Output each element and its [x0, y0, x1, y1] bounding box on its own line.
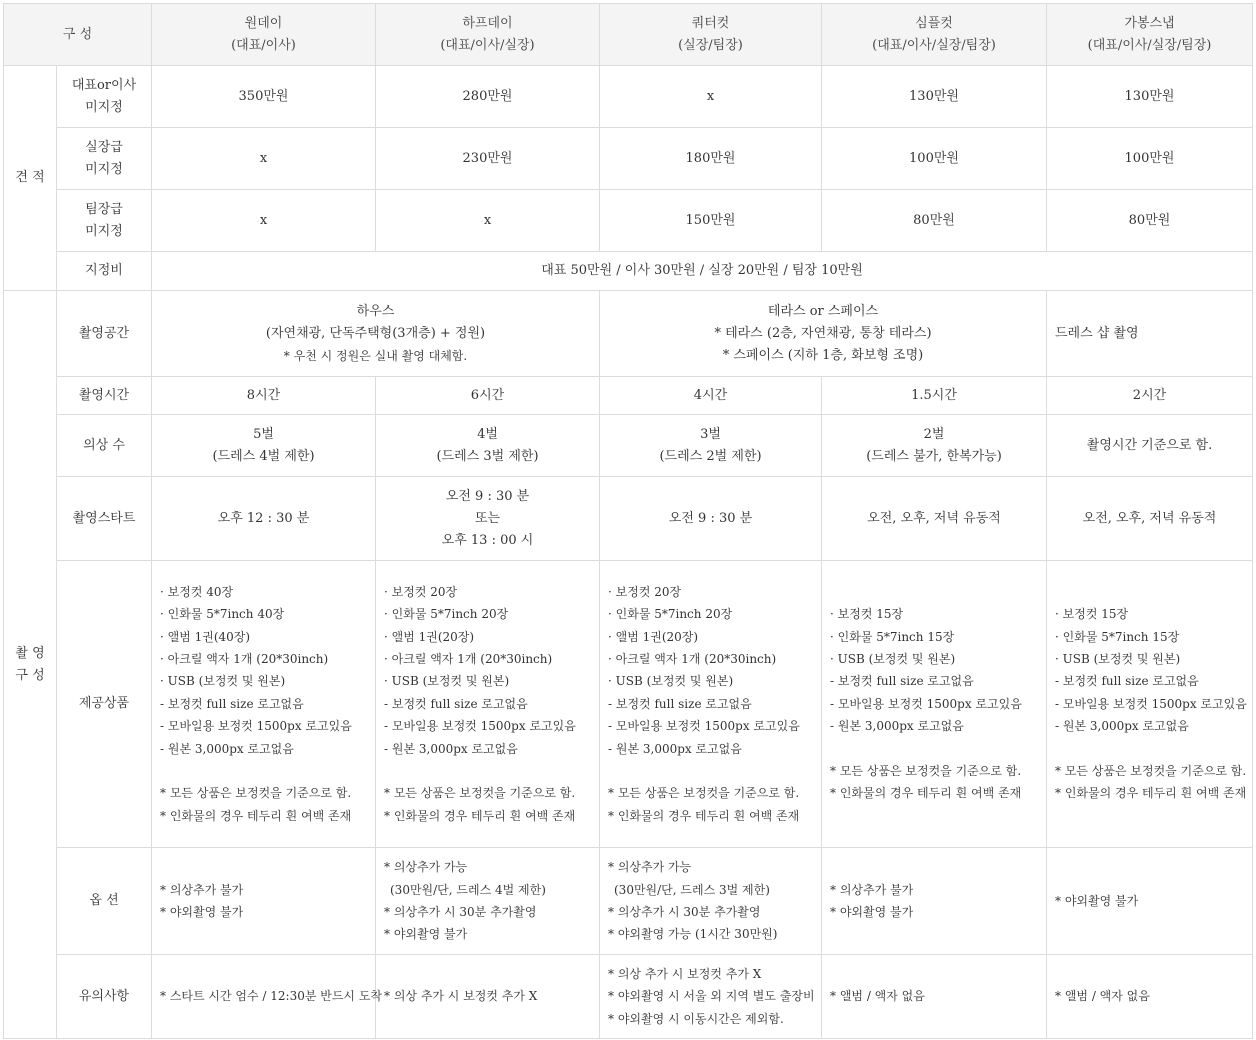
shoot-group-label: 촬 영 구 성 — [4, 291, 57, 1039]
notes-cell: * 앨범 / 액자 없음 — [822, 955, 1047, 1039]
price-cell: 230만원 — [376, 128, 600, 190]
start-cell: 오전, 오후, 저녁 유동적 — [1047, 477, 1253, 561]
price-cell: 350만원 — [152, 66, 376, 128]
options-cell: * 의상추가 불가 * 야외촬영 불가 — [822, 848, 1047, 955]
outfit-cell: 5벌 (드레스 4벌 제한) — [152, 415, 376, 477]
shoot-time-row — [4, 377, 1253, 415]
price-cell: x — [376, 190, 600, 252]
notes-cell: * 의상 추가 시 보정컷 추가 X — [376, 955, 600, 1039]
designation-fee-row — [4, 252, 1253, 291]
time-cell: 1.5시간 — [822, 377, 1047, 415]
shoot-start-row — [4, 477, 1253, 561]
column-header-quartercut: 쿼터컷 (실장/팀장) — [600, 4, 822, 66]
outfit-row — [4, 415, 1253, 477]
designation-fee-value: 대표 50만원 / 이사 30만원 / 실장 20만원 / 팀장 10만원 — [152, 252, 1253, 291]
row-label: 대표or이사 미지정 — [57, 66, 152, 128]
products-row — [4, 561, 1253, 848]
notes-row — [4, 955, 1253, 1039]
row-label: 촬영스타트 — [57, 477, 152, 561]
row-label: 실장급 미지정 — [57, 128, 152, 190]
column-header-halfday: 하프데이 (대표/이사/실장) — [376, 4, 600, 66]
row-label: 의상 수 — [57, 415, 152, 477]
header-corner: 구 성 — [4, 4, 152, 66]
estimate-row-teamlead — [4, 190, 1253, 252]
time-cell: 4시간 — [600, 377, 822, 415]
price-cell: 130만원 — [1047, 66, 1253, 128]
price-cell: 130만원 — [822, 66, 1047, 128]
price-cell: 280만원 — [376, 66, 600, 128]
products-cell: · 보정컷 15장 · 인화물 5*7inch 15장 · USB (보정컷 및 원본) - 보정컷 full size 로고없음 - 모바일용 보정컷 1500px 로고있음 - 원본 3,000px 로고없음 * 모든 상품은 보정컷을 기준으로 함. * 인화물의 경우 테두리 흰 여백 존재 — [1047, 561, 1253, 848]
row-label: 유의사항 — [57, 955, 152, 1039]
start-cell: 오전 9 : 30 분 — [600, 477, 822, 561]
products-cell: · 보정컷 20장 · 인화물 5*7inch 20장 · 앨범 1권(20장) · 아크릴 액자 1개 (20*30inch) · USB (보정컷 및 원본) - 보정컷 full size 로고없음 - 모바일용 보정컷 1500px 로고있음 - 원본 3,000px 로고없음 * 모든 상품은 보정컷을 기준으로 함. * 인화물의 경우 테두리 흰 여백 존재 — [600, 561, 822, 848]
space-house: 하우스 (자연채광, 단독주택형(3개층) + 정원) * 우천 시 정원은 실내 촬영 대체함. — [152, 291, 600, 377]
price-cell: 80만원 — [822, 190, 1047, 252]
header-row — [4, 4, 1253, 66]
outfit-cell: 촬영시간 기준으로 함. — [1047, 415, 1253, 477]
price-cell: 100만원 — [1047, 128, 1253, 190]
notes-cell: * 의상 추가 시 보정컷 추가 X * 야외촬영 시 서울 외 지역 별도 출장비 * 야외촬영 시 이동시간은 제외함. — [600, 955, 822, 1039]
row-label: 촬영시간 — [57, 377, 152, 415]
row-label: 촬영공간 — [57, 291, 152, 377]
price-cell: x — [152, 190, 376, 252]
shoot-space-row — [4, 291, 1253, 377]
estimate-row-ceo — [4, 66, 1253, 128]
products-cell: · 보정컷 15장 · 인화물 5*7inch 15장 · USB (보정컷 및 원본) - 보정컷 full size 로고없음 - 모바일용 보정컷 1500px 로고있음 - 원본 3,000px 로고없음 * 모든 상품은 보정컷을 기준으로 함. * 인화물의 경우 테두리 흰 여백 존재 — [822, 561, 1047, 848]
price-cell: 80만원 — [1047, 190, 1253, 252]
price-cell: 150만원 — [600, 190, 822, 252]
column-header-simplecut: 심플컷 (대표/이사/실장/팀장) — [822, 4, 1047, 66]
notes-cell: * 앨범 / 액자 없음 — [1047, 955, 1253, 1039]
outfit-cell: 3벌 (드레스 2벌 제한) — [600, 415, 822, 477]
space-terrace: 테라스 or 스페이스 * 테라스 (2층, 자연채광, 통창 테라스) * 스페이스 (지하 1층, 화보형 조명) — [600, 291, 1047, 377]
estimate-row-manager — [4, 128, 1253, 190]
row-label: 지정비 — [57, 252, 152, 291]
options-cell: * 의상추가 가능 (30만원/단, 드레스 3벌 제한) * 의상추가 시 30분 추가촬영 * 야외촬영 가능 (1시간 30만원) — [600, 848, 822, 955]
notes-cell: * 스타트 시간 엄수 / 12:30분 반드시 도착 — [152, 955, 376, 1039]
outfit-cell: 4벌 (드레스 3벌 제한) — [376, 415, 600, 477]
space-dress-shop: 드레스 샵 촬영 — [1047, 291, 1253, 377]
options-cell: * 야외촬영 불가 — [1047, 848, 1253, 955]
start-cell: 오후 12 : 30 분 — [152, 477, 376, 561]
time-cell: 6시간 — [376, 377, 600, 415]
time-cell: 2시간 — [1047, 377, 1253, 415]
options-cell: * 의상추가 가능 (30만원/단, 드레스 4벌 제한) * 의상추가 시 30분 추가촬영 * 야외촬영 불가 — [376, 848, 600, 955]
options-cell: * 의상추가 불가 * 야외촬영 불가 — [152, 848, 376, 955]
row-label: 옵 션 — [57, 848, 152, 955]
pricing-table — [3, 3, 1253, 1039]
price-cell: x — [152, 128, 376, 190]
price-cell: 100만원 — [822, 128, 1047, 190]
options-row — [4, 848, 1253, 955]
price-cell: x — [600, 66, 822, 128]
row-label: 팀장급 미지정 — [57, 190, 152, 252]
start-cell: 오전, 오후, 저녁 유동적 — [822, 477, 1047, 561]
outfit-cell: 2벌 (드레스 불가, 한복가능) — [822, 415, 1047, 477]
products-cell: · 보정컷 20장 · 인화물 5*7inch 20장 · 앨범 1권(20장) · 아크릴 액자 1개 (20*30inch) · USB (보정컷 및 원본) - 보정컷 full size 로고없음 - 모바일용 보정컷 1500px 로고있음 - 원본 3,000px 로고없음 * 모든 상품은 보정컷을 기준으로 함. * 인화물의 경우 테두리 흰 여백 존재 — [376, 561, 600, 848]
products-cell: · 보정컷 40장 · 인화물 5*7inch 40장 · 앨범 1권(40장) · 아크릴 액자 1개 (20*30inch) · USB (보정컷 및 원본) - 보정컷 full size 로고없음 - 모바일용 보정컷 1500px 로고있음 - 원본 3,000px 로고없음 * 모든 상품은 보정컷을 기준으로 함. * 인화물의 경우 테두리 흰 여백 존재 — [152, 561, 376, 848]
column-header-oneday: 원데이 (대표/이사) — [152, 4, 376, 66]
row-label: 제공상품 — [57, 561, 152, 848]
price-cell: 180만원 — [600, 128, 822, 190]
time-cell: 8시간 — [152, 377, 376, 415]
estimate-group-label: 견 적 — [4, 66, 57, 291]
column-header-gabong-snap: 가봉스냅 (대표/이사/실장/팀장) — [1047, 4, 1253, 66]
start-cell: 오전 9 : 30 분 또는 오후 13 : 00 시 — [376, 477, 600, 561]
